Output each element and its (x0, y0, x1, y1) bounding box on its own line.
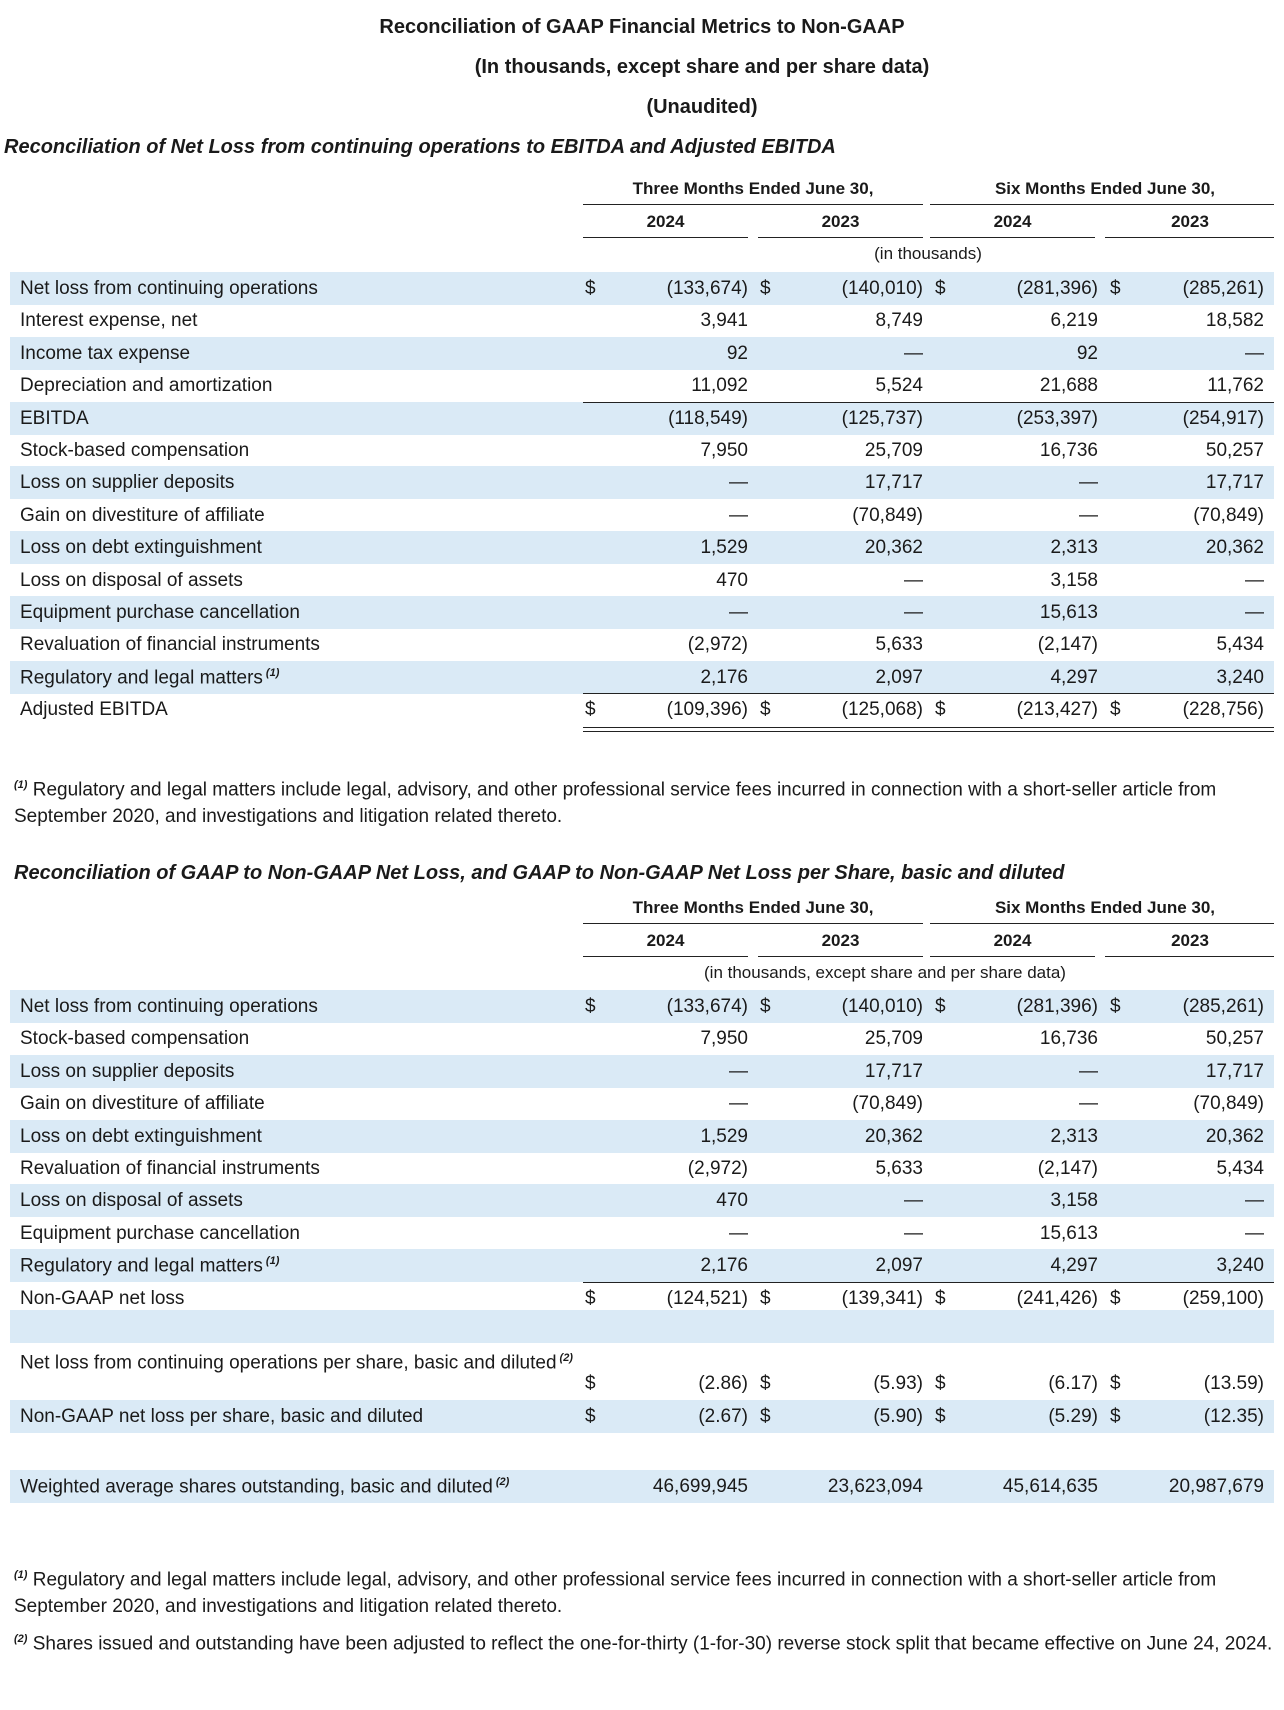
cell-value-col2: 2,097 (875, 667, 923, 688)
table1-footnote (14, 772, 1274, 830)
row-label (20, 1288, 184, 1310)
cell-value-col2: 5,524 (875, 375, 923, 396)
cell-value-col2: 8,749 (875, 310, 923, 331)
cell-value-col1: (2,972) (687, 634, 748, 655)
table2-footnote-2 (14, 1626, 1274, 1657)
cell-value-col4: 5,434 (1216, 634, 1264, 655)
row-label-text: Revaluation of financial instruments (20, 634, 320, 655)
table2-group-three-months: Three Months Ended June 30, (632, 898, 874, 917)
cell-value-col3: (5.29) (1048, 1406, 1098, 1427)
table-row (10, 272, 1274, 305)
currency-symbol: $ (585, 1373, 596, 1394)
cell-value-col1: (2,972) (687, 1158, 748, 1179)
table-row (10, 369, 1274, 402)
row-label (20, 570, 243, 592)
cell-value-col3: (253,397) (1016, 408, 1098, 429)
cell-value-col4: (12.35) (1203, 1406, 1264, 1427)
row-label-text: Loss on disposal of assets (20, 570, 243, 591)
cell-value-col4: (70,849) (1193, 1093, 1264, 1114)
cell-value-col3: — (1079, 1061, 1098, 1082)
cell-value-col4: 20,362 (1205, 537, 1264, 558)
cell-value-col1: (118,549) (668, 408, 748, 429)
cell-value-col1: 2,176 (700, 1255, 748, 1276)
table-row (10, 1152, 1274, 1185)
currency-symbol: $ (1110, 1406, 1121, 1427)
table1-group-three-months: Three Months Ended June 30, (632, 179, 874, 198)
cell-value-col2: 5,633 (875, 634, 923, 655)
cell-value-col2: (5.90) (873, 1406, 923, 1427)
table2-title: Reconciliation of GAAP to Non-GAAP Net Loss, and GAAP to Non-GAAP Net Loss per Share, basic and diluted (14, 862, 1065, 884)
cell-value-col3: (241,426) (1016, 1288, 1098, 1309)
row-label (20, 996, 318, 1018)
cell-value-col2: 23,623,094 (827, 1476, 923, 1497)
cell-value-col3: 45,614,635 (1002, 1476, 1098, 1497)
row-label (20, 1093, 265, 1115)
table-row (10, 466, 1274, 499)
currency-symbol: $ (760, 1406, 771, 1427)
cell-value-col2: (125,737) (841, 408, 923, 429)
currency-symbol: $ (1110, 699, 1121, 720)
row-label-text: Regulatory and legal matters (20, 667, 263, 689)
row-label-text: Adjusted EBITDA (20, 699, 168, 720)
table-row (10, 990, 1274, 1023)
row-label (20, 1028, 249, 1050)
row-label-text: Gain on divestiture of affiliate (20, 505, 265, 526)
cell-value-col2: — (904, 1190, 923, 1211)
row-label (20, 1406, 423, 1428)
currency-symbol: $ (585, 996, 596, 1017)
table-row (10, 1184, 1274, 1217)
table-row (10, 1217, 1274, 1250)
footnote-text: Regulatory and legal matters include legal, advisory, and other professional service fees incurred in connection with a short-seller article from September 2020, and investigations and litigation related thereto. (14, 779, 1217, 828)
footnote-ref: (2) (495, 1476, 510, 1488)
table2-year-col4: 2023 (1171, 931, 1209, 950)
cell-value-col1: 7,950 (700, 440, 748, 461)
cell-value-col3: 16,736 (1039, 1028, 1098, 1049)
currency-symbol: $ (585, 278, 596, 299)
currency-symbol: $ (585, 1406, 596, 1427)
row-label (20, 634, 320, 656)
cell-value-col3: — (1079, 1093, 1098, 1114)
cell-value-col2: 20,362 (864, 537, 923, 558)
cell-value-col3: 6,219 (1050, 310, 1098, 331)
cell-value-col3: 4,297 (1050, 667, 1098, 688)
table-row (10, 693, 1274, 726)
row-label (20, 1476, 509, 1498)
cell-value-col2: — (904, 1223, 923, 1244)
table-row (10, 1087, 1274, 1120)
cell-value-col4: 20,362 (1205, 1126, 1264, 1147)
cell-value-col2: 5,633 (875, 1158, 923, 1179)
table2-year-col1: 2024 (646, 931, 685, 950)
table-row (10, 596, 1274, 629)
row-label-text: Net loss from continuing operations (20, 996, 318, 1017)
cell-value-col2: (140,010) (841, 996, 923, 1017)
cell-value-col4: — (1245, 1190, 1264, 1211)
currency-symbol: $ (585, 1288, 596, 1309)
cell-value-col3: (2,147) (1037, 1158, 1098, 1179)
report-subtitle: (In thousands, except share and per share data) (474, 56, 930, 78)
cell-value-col4: — (1245, 343, 1264, 364)
currency-symbol: $ (935, 1406, 946, 1427)
row-label-text: Interest expense, net (20, 310, 198, 331)
cell-value-col1: 1,529 (700, 537, 748, 558)
cell-value-col2: 2,097 (875, 1255, 923, 1276)
row-label (20, 440, 249, 462)
row-label (20, 408, 89, 430)
row-label-text: Loss on supplier deposits (20, 1061, 235, 1082)
row-label (20, 537, 262, 559)
cell-value-col4: — (1245, 1223, 1264, 1244)
row-label (20, 343, 190, 365)
cell-value-col1: (2.67) (698, 1406, 748, 1427)
row-label-text: Weighted average shares outstanding, basic and diluted (20, 1476, 493, 1498)
cell-value-col2: (70,849) (852, 505, 923, 526)
cell-value-col2: — (904, 570, 923, 591)
cell-value-col1: — (729, 472, 748, 493)
table-row (10, 628, 1274, 661)
cell-value-col2: (70,849) (852, 1093, 923, 1114)
row-label (20, 1190, 243, 1212)
row-label (20, 699, 168, 721)
cell-value-col1: 2,176 (700, 667, 748, 688)
table2-units: (in thousands, except share and per share data) (704, 963, 1066, 982)
cell-value-col4: (259,100) (1182, 1288, 1264, 1309)
table-row (10, 1400, 1274, 1433)
cell-value-col1: 3,941 (700, 310, 748, 331)
cell-value-col2: — (904, 343, 923, 364)
cell-value-col1: — (729, 1093, 748, 1114)
cell-value-col4: — (1245, 570, 1264, 591)
row-label (20, 375, 272, 397)
cell-value-col4: 17,717 (1205, 472, 1264, 493)
report-title: Reconciliation of GAAP Financial Metrics to Non-GAAP (379, 16, 905, 38)
cell-value-col2: 17,717 (864, 1061, 923, 1082)
cell-value-col3: 2,313 (1050, 1126, 1098, 1147)
currency-symbol: $ (1110, 1373, 1121, 1394)
row-label (20, 1255, 279, 1277)
cell-value-col3: 3,158 (1050, 1190, 1098, 1211)
cell-value-col4: (13.59) (1203, 1373, 1264, 1394)
table-row (10, 1120, 1274, 1153)
table1-year-col4: 2023 (1171, 212, 1209, 231)
cell-value-col1: — (729, 602, 748, 623)
row-label (20, 472, 234, 494)
row-label (20, 1223, 300, 1245)
cell-value-col4: (285,261) (1182, 278, 1264, 299)
row-label (20, 1345, 580, 1376)
row-label-text: Loss on disposal of assets (20, 1190, 243, 1211)
cell-value-col3: 4,297 (1050, 1255, 1098, 1276)
cell-value-col1: (124,521) (666, 1288, 748, 1309)
cell-value-col3: 2,313 (1050, 537, 1098, 558)
currency-symbol: $ (935, 1288, 946, 1309)
cell-value-col2: (140,010) (841, 278, 923, 299)
row-label-text: Stock-based compensation (20, 440, 250, 461)
cell-value-col3: (281,396) (1016, 278, 1098, 299)
cell-value-col2: (139,341) (841, 1288, 923, 1309)
footnote-marker: (1) (14, 1569, 28, 1581)
row-label-text: Non-GAAP net loss per share, basic and diluted (20, 1406, 424, 1427)
footnote-text: Shares issued and outstanding have been adjusted to reflect the one-for-thirty (1-for-30) reverse stock split that became effective on June 24, 2024. (32, 1633, 1273, 1655)
cell-value-col3: 16,736 (1039, 440, 1098, 461)
table1-year-col1: 2024 (646, 212, 685, 231)
cell-value-col3: 15,613 (1039, 602, 1098, 623)
currency-symbol: $ (585, 699, 596, 720)
cell-value-col2: — (904, 602, 923, 623)
cell-value-col1: 7,950 (700, 1028, 748, 1049)
cell-value-col2: (5.93) (873, 1373, 923, 1394)
table-row (10, 1470, 1274, 1503)
currency-symbol: $ (935, 1373, 946, 1394)
row-label-text: Loss on supplier deposits (20, 472, 235, 493)
cell-value-col4: (70,849) (1193, 505, 1264, 526)
cell-value-col3: 21,688 (1039, 375, 1098, 396)
row-label-text: Gain on divestiture of affiliate (20, 1093, 265, 1114)
cell-value-col4: (285,261) (1182, 996, 1264, 1017)
row-label-text: Loss on debt extinguishment (20, 1126, 262, 1147)
table2-footnote-1 (14, 1562, 1274, 1620)
footnote-ref: (1) (265, 1255, 280, 1267)
cell-value-col4: 5,434 (1216, 1158, 1264, 1179)
row-label-text: Loss on debt extinguishment (20, 537, 262, 558)
table-row (10, 564, 1274, 597)
footnote-marker: (1) (14, 779, 28, 791)
row-label (20, 278, 318, 300)
cell-value-col1: — (729, 1223, 748, 1244)
cell-value-col1: 1,529 (700, 1126, 748, 1147)
currency-symbol: $ (760, 996, 771, 1017)
cell-value-col2: (125,068) (841, 699, 923, 720)
cell-value-col4: 50,257 (1205, 440, 1264, 461)
currency-symbol: $ (760, 278, 771, 299)
row-label (20, 505, 265, 527)
row-label-text: Net loss from continuing operations per share, basic and diluted (20, 1352, 557, 1374)
cell-value-col3: — (1079, 472, 1098, 493)
table-row (10, 661, 1274, 694)
cell-value-col1: — (729, 1061, 748, 1082)
table1-units: (in thousands) (874, 244, 982, 263)
cell-value-col4: (254,917) (1182, 408, 1264, 429)
footnote-ref: (1) (265, 667, 280, 679)
cell-value-col4: 17,717 (1205, 1061, 1264, 1082)
row-label-text: Depreciation and amortization (20, 375, 273, 396)
cell-value-col2: 25,709 (864, 440, 923, 461)
cell-value-col3: 3,158 (1050, 570, 1098, 591)
row-label (20, 310, 197, 332)
cell-value-col1: 470 (716, 570, 748, 591)
row-label (20, 1061, 234, 1083)
table-row (10, 402, 1274, 435)
cell-value-col4: — (1245, 602, 1264, 623)
table-row (10, 337, 1274, 370)
cell-value-col3: 92 (1076, 343, 1098, 364)
cell-value-col4: 3,240 (1216, 1255, 1264, 1276)
cell-value-col2: 17,717 (864, 472, 923, 493)
cell-value-col2: 25,709 (864, 1028, 923, 1049)
footnote-marker: (2) (14, 1633, 28, 1645)
table1-year-col2: 2023 (821, 212, 860, 231)
cell-value-col3: (281,396) (1016, 996, 1098, 1017)
currency-symbol: $ (1110, 996, 1121, 1017)
cell-value-col1: (133,674) (666, 278, 748, 299)
cell-value-col1: 11,092 (691, 375, 748, 396)
table-row (10, 1055, 1274, 1088)
cell-value-col1: (2.86) (698, 1373, 748, 1394)
currency-symbol: $ (1110, 278, 1121, 299)
table-row (10, 499, 1274, 532)
cell-value-col3: — (1079, 505, 1098, 526)
currency-symbol: $ (760, 699, 771, 720)
cell-value-col3: (6.17) (1048, 1373, 1098, 1394)
row-label (20, 1158, 320, 1180)
cell-value-col1: (109,396) (666, 699, 748, 720)
table2-group-six-months: Six Months Ended June 30, (994, 898, 1216, 917)
row-label-text: Stock-based compensation (20, 1028, 250, 1049)
footnote-text: Regulatory and legal matters include legal, advisory, and other professional service fees incurred in connection with a short-seller article from September 2020, and investigations and litigation related thereto. (14, 1569, 1217, 1618)
cell-value-col3: 15,613 (1039, 1223, 1098, 1244)
row-label-text: EBITDA (20, 408, 89, 429)
table-row (10, 531, 1274, 564)
cell-value-col4: 50,257 (1205, 1028, 1264, 1049)
currency-symbol: $ (935, 699, 946, 720)
row-label-text: Net loss from continuing operations (20, 278, 318, 299)
row-label-text: Equipment purchase cancellation (20, 1223, 300, 1244)
cell-value-col3: (2,147) (1037, 634, 1098, 655)
cell-value-col1: (133,674) (666, 996, 748, 1017)
table-row (10, 434, 1274, 467)
row-label-text: Income tax expense (20, 343, 191, 364)
table-row (10, 304, 1274, 337)
cell-value-col4: 18,582 (1205, 310, 1264, 331)
table-row (10, 1249, 1274, 1282)
currency-symbol: $ (1110, 1288, 1121, 1309)
audit-note: (Unaudited) (646, 96, 758, 118)
row-label-text: Equipment purchase cancellation (20, 602, 300, 623)
currency-symbol: $ (760, 1288, 771, 1309)
cell-value-col4: (228,756) (1182, 699, 1264, 720)
currency-symbol: $ (935, 996, 946, 1017)
spacer-row (10, 1310, 1274, 1343)
row-label (20, 667, 279, 689)
table-row (10, 1022, 1274, 1055)
table1-title: Reconciliation of Net Loss from continuing operations to EBITDA and Adjusted EBITDA (4, 136, 836, 158)
cell-value-col1: 92 (726, 343, 748, 364)
cell-value-col1: 470 (716, 1190, 748, 1211)
table-row (10, 1343, 1274, 1399)
row-label-text: Regulatory and legal matters (20, 1255, 263, 1277)
cell-value-col4: 3,240 (1216, 667, 1264, 688)
cell-value-col3: (213,427) (1016, 699, 1098, 720)
row-label (20, 602, 300, 624)
row-label-text: Non-GAAP net loss (20, 1288, 185, 1309)
currency-symbol: $ (760, 1373, 771, 1394)
currency-symbol: $ (935, 278, 946, 299)
table2-year-col3: 2024 (993, 931, 1032, 950)
table1-year-col3: 2024 (993, 212, 1032, 231)
footnote-ref: (2) (559, 1352, 573, 1364)
cell-value-col1: — (729, 505, 748, 526)
cell-value-col4: 20,987,679 (1168, 1476, 1264, 1497)
row-label-text: Revaluation of financial instruments (20, 1158, 320, 1179)
cell-value-col1: 46,699,945 (652, 1476, 748, 1497)
cell-value-col4: 11,762 (1207, 375, 1264, 396)
cell-value-col2: 20,362 (864, 1126, 923, 1147)
table1-group-six-months: Six Months Ended June 30, (994, 179, 1216, 198)
row-label (20, 1126, 262, 1148)
table2-year-col2: 2023 (821, 931, 860, 950)
